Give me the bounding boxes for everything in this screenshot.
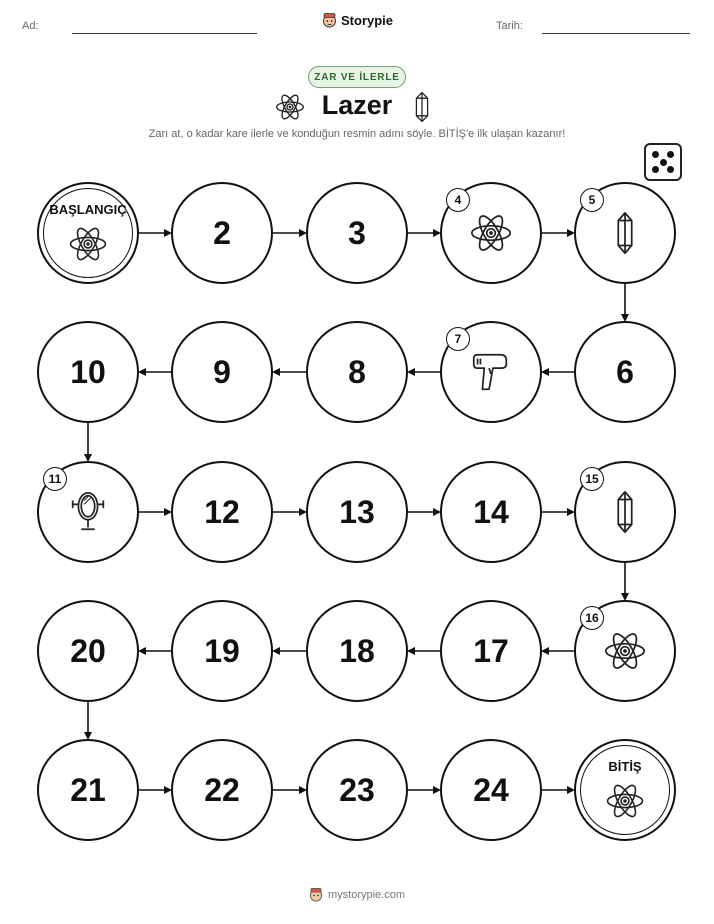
board-cell-13[interactable] [306,461,408,563]
date-label: Tarih: [496,20,523,32]
cell-number: 14 [473,493,509,530]
die-pip [652,151,659,158]
board-cell-6[interactable] [574,321,676,423]
cell-number: 17 [473,632,509,669]
cell-number: 18 [339,632,375,669]
board-cell-4[interactable] [440,182,542,284]
name-line[interactable] [72,33,257,34]
die-pip [652,166,659,173]
cell-number-badge: 7 [446,327,470,351]
board-cell-10[interactable] [37,321,139,423]
atom-icon [468,210,514,256]
cell-number-badge: 5 [580,188,604,212]
atom-icon [602,628,648,674]
cell-number: 21 [70,771,106,808]
cell-number: 3 [348,214,366,251]
footer [0,887,714,902]
date-line[interactable] [542,33,690,34]
board-cell-21[interactable] [37,739,139,841]
board-cell-24[interactable] [440,739,542,841]
board-cell-14[interactable] [440,461,542,563]
name-label: Ad: [22,20,39,32]
board-cell-20[interactable] [37,600,139,702]
die-pip [660,159,667,166]
crystal-icon [602,489,648,535]
die-pip [667,151,674,158]
instructions-text: Zarı at, o kadar kare ilerle ve konduğun resmin adını söyle. BİTİŞ'e ilk ulaşan kazanır! [148,128,566,140]
cell-number-badge: 4 [446,188,470,212]
board-cell-12[interactable] [171,461,273,563]
board-cell-23[interactable] [306,739,408,841]
start-cell[interactable] [37,182,139,284]
page-title: Lazer [321,90,393,120]
cell-number-badge: 16 [580,606,604,630]
finish-label: BİTİŞ [608,759,642,774]
board-cell-8[interactable] [306,321,408,423]
barcode-scanner-icon [468,349,514,395]
board-cell-22[interactable] [171,739,273,841]
mirror-icon [65,489,111,535]
cell-number: 6 [616,353,634,390]
finish-cell[interactable] [574,739,676,841]
atom-icon [67,223,109,265]
footer-url: mystorypie.com [327,888,406,901]
board-cell-17[interactable] [440,600,542,702]
game-type-badge: ZAR VE İLERLE [308,66,406,88]
crystal-icon [414,91,430,123]
board-cell-11[interactable] [37,461,139,563]
start-label: BAŞLANGIÇ [49,202,127,217]
cell-number-badge: 15 [580,467,604,491]
board-cell-15[interactable] [574,461,676,563]
atom-icon [604,780,646,822]
crystal-icon [602,210,648,256]
board-cell-2[interactable] [171,182,273,284]
cell-number: 9 [213,353,231,390]
cell-number: 2 [213,214,231,251]
cell-number: 13 [339,493,375,530]
cell-number: 8 [348,353,366,390]
brand [322,12,393,28]
cell-number: 22 [204,771,240,808]
cell-number: 19 [204,632,240,669]
storypie-logo-icon [322,12,337,28]
cell-number: 12 [204,493,240,530]
board-cell-18[interactable] [306,600,408,702]
dice-five-icon [644,143,682,181]
cell-number: 24 [473,771,509,808]
board-cell-19[interactable] [171,600,273,702]
board-cell-3[interactable] [306,182,408,284]
board-cell-16[interactable] [574,600,676,702]
cell-number-badge: 11 [43,467,67,491]
board-cell-5[interactable] [574,182,676,284]
storypie-logo-icon [309,887,323,902]
cell-number: 23 [339,771,375,808]
brand-name: Storypie [341,12,394,28]
board-cell-7[interactable] [440,321,542,423]
die-pip [667,166,674,173]
cell-number: 10 [70,353,106,390]
cell-number: 20 [70,632,106,669]
board-cell-9[interactable] [171,321,273,423]
